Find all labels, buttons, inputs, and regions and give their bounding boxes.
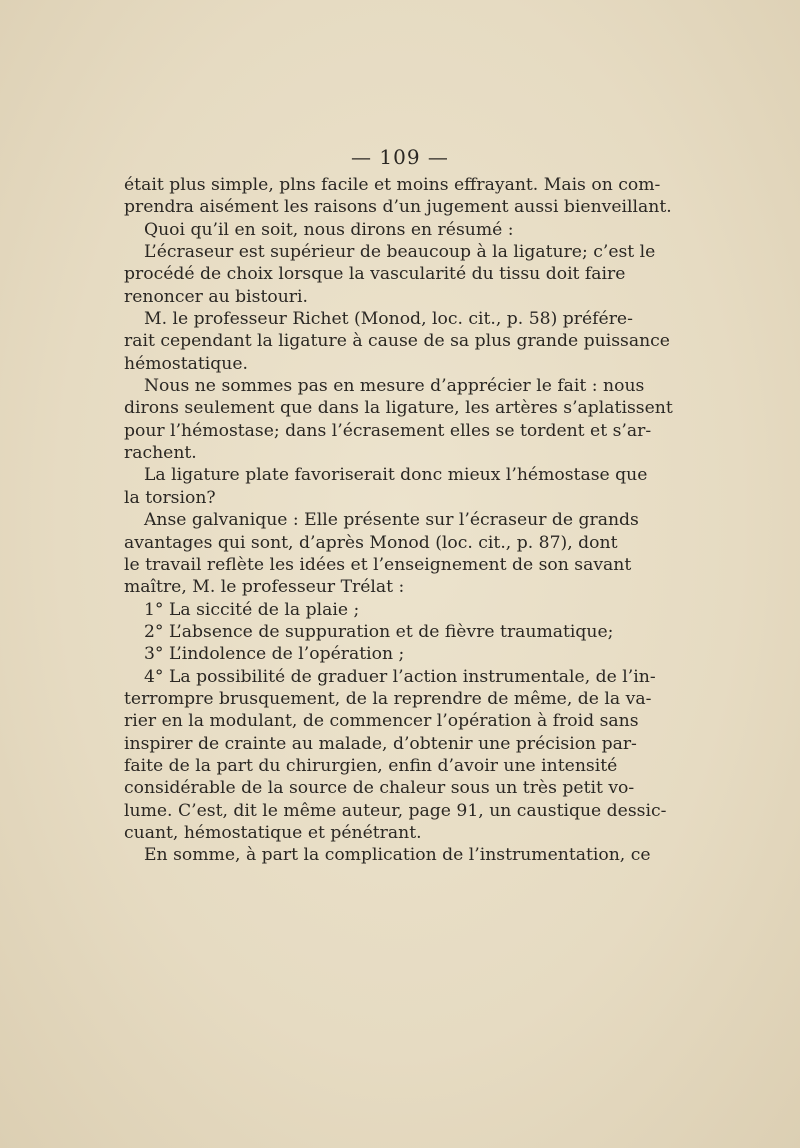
- text-line: le travail reflète les idées et l’enseignement de son savant: [124, 554, 632, 575]
- text-line: 1° La siccité de la plaie ;: [144, 599, 360, 620]
- text-line: lume. C’est, dit le même auteur, page 91, un caustique dessic-: [124, 800, 667, 821]
- text-line: inspirer de crainte au malade, d’obtenir une précision par-: [124, 733, 637, 754]
- text-line: faite de la part du chirurgien, enfin d’avoir une intensité: [124, 755, 618, 776]
- text-line: la torsion?: [124, 487, 216, 508]
- text-line: dirons seulement que dans la ligature, les artères s’aplatissent: [124, 398, 673, 419]
- text-line: En somme, à part la complication de l’instrumentation, ce: [144, 845, 651, 866]
- text-line: L’écraseur est supérieur de beaucoup à la ligature; c’est le: [144, 242, 656, 263]
- text-line: Nous ne sommes pas en mesure d’apprécier le fait : nous: [144, 376, 645, 397]
- text-line: Quoi qu’il en soit, nous dirons en résumé :: [144, 219, 514, 240]
- text-line: rachent.: [124, 443, 197, 464]
- text-line: prendra aisément les raisons d’un jugement aussi bienveillant.: [124, 197, 672, 218]
- text-line: avantages qui sont, d’après Monod (loc. cit., p. 87), dont: [124, 532, 618, 553]
- text-line: M. le professeur Richet (Monod, loc. cit., p. 58) préfére-: [144, 309, 633, 330]
- text-line: renoncer au bistouri.: [124, 286, 308, 307]
- text-line: La ligature plate favoriserait donc mieux l’hémostase que: [144, 465, 648, 486]
- text-line: rait cependant la ligature à cause de sa plus grande puissance: [124, 331, 670, 352]
- text-line: considérable de la source de chaleur sous un très petit vo-: [124, 778, 635, 799]
- text-line: Anse galvanique : Elle présente sur l’écraseur de grands: [144, 510, 639, 531]
- text-line: cuant, hémostatique et pénétrant.: [124, 822, 422, 843]
- page-number: — 109 —: [351, 145, 449, 169]
- text-line: maître, M. le professeur Trélat :: [124, 577, 405, 598]
- page-body-text: [124, 174, 673, 867]
- text-line: rier en la modulant, de commencer l’opération à froid sans: [124, 711, 639, 732]
- text-line: terrompre brusquement, de la reprendre de même, de la va-: [124, 688, 652, 709]
- text-line: 3° L’indolence de l’opération ;: [144, 644, 405, 665]
- text-line: était plus simple, plns facile et moins effrayant. Mais on com-: [124, 175, 661, 195]
- text-line: procédé de choix lorsque la vascularité du tissu doit faire: [124, 264, 626, 285]
- text-line: 4° La possibilité de graduer l’action instrumentale, de l’in-: [144, 666, 656, 687]
- text-line: hémostatique.: [124, 353, 248, 374]
- text-line: pour l’hémostase; dans l’écrasement elles se tordent et s’ar-: [124, 420, 652, 441]
- text-line: 2° L’absence de suppuration et de fièvre traumatique;: [144, 621, 614, 642]
